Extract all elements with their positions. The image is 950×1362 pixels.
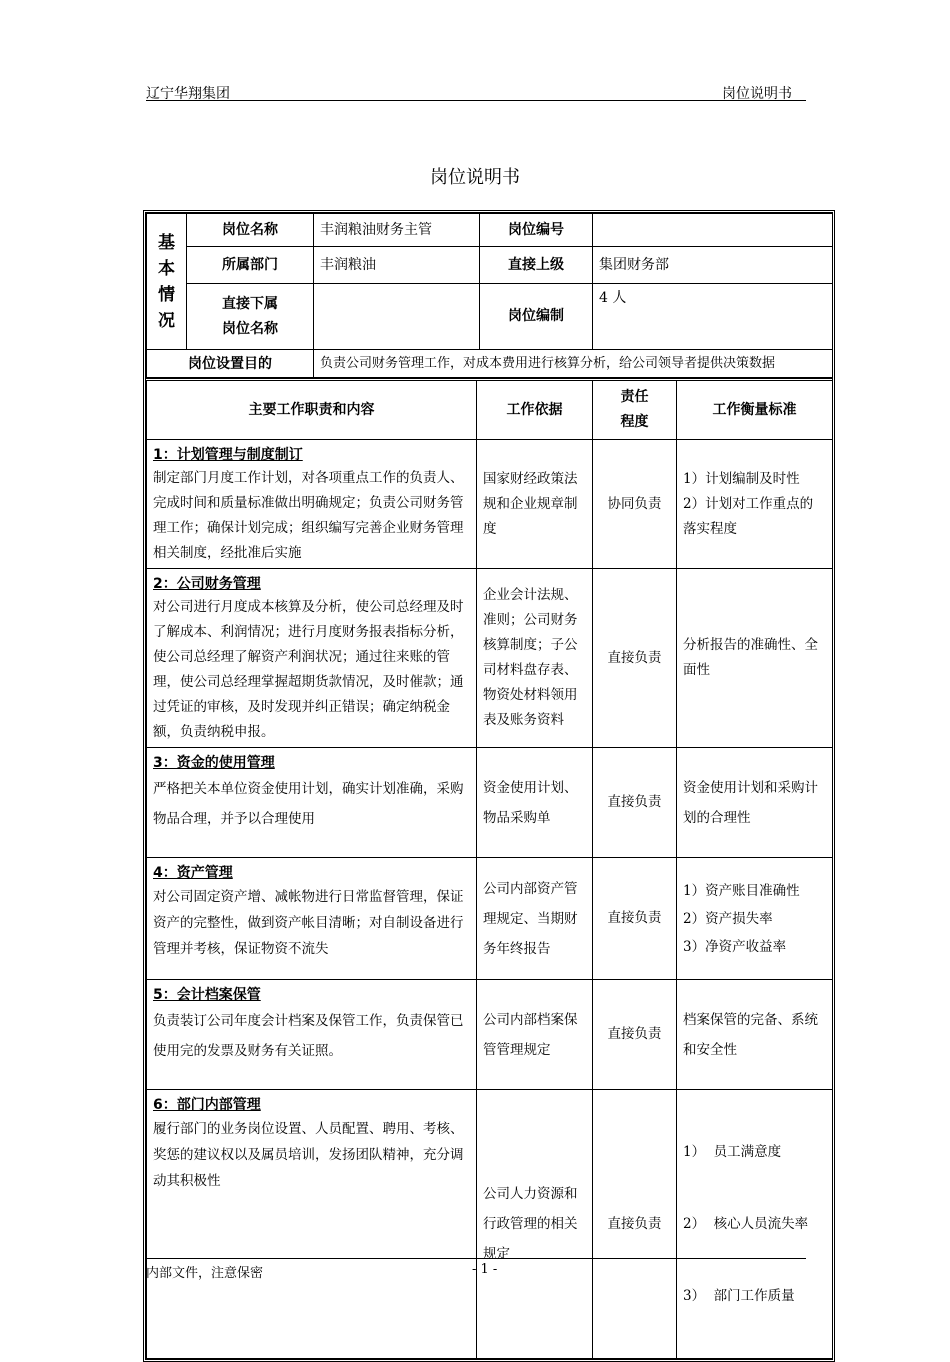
duty-row [147, 1090, 833, 1359]
superior-label: 直接上级 [480, 247, 593, 284]
footer-note: 内部文件，注意保密 [146, 1266, 264, 1281]
duty-measure-item: 2）资产损失率 [683, 910, 773, 927]
purpose-label: 岗位设置目的 [147, 350, 314, 378]
duty-row [147, 980, 833, 1090]
duty-title: 1：计划管理与制度制订 [153, 447, 303, 463]
duty-title: 4：资产管理 [153, 865, 233, 881]
duty-basis: 资金使用计划、物品采购单 [477, 748, 593, 858]
basic-info-side-label: 基 本 情 况 [147, 214, 187, 350]
header-doc-name: 岗位说明书 [722, 86, 792, 102]
duty-text: 负责装订公司年度会计档案及保管工作，负责保管已使用完的发票及财务有关证照。 [153, 1013, 464, 1059]
duty-content [147, 858, 477, 980]
duty-measures [677, 569, 833, 748]
duties-header-measure: 工作衡量标准 [677, 380, 833, 440]
duty-row [147, 748, 833, 858]
duty-measure-item: 资金使用计划和采购计划的合理性 [683, 779, 818, 826]
position-no-label: 岗位编号 [480, 214, 593, 247]
position-name-value: 丰润粮油财务主管 [314, 214, 480, 247]
duty-text: 严格把关本单位资金使用计划，确实计划准确，采购物品合理，并予以合理使用 [153, 781, 464, 827]
duty-measure-item: 3）净资产收益率 [683, 938, 787, 955]
duty-basis: 公司内部资产管理规定、当期财务年终报告 [477, 858, 593, 980]
header-rule [146, 100, 806, 101]
duty-row [147, 440, 833, 569]
duty-measure-item: 3） 部门工作质量 [683, 1288, 795, 1304]
subordinate-label: 直接下属 岗位名称 [187, 284, 314, 350]
document-title: 岗位说明书 [430, 167, 520, 188]
job-description-table [143, 210, 835, 1362]
duty-measure-item: 2） 核心人员流失率 [683, 1216, 809, 1232]
basic-info-table [146, 213, 833, 378]
footer-rule [146, 1258, 806, 1259]
duty-measure-item: 1）资产账目准确性 [683, 882, 800, 899]
department-value: 丰润粮油 [314, 247, 480, 284]
duty-basis: 公司人力资源和行政管理的相关规定 [477, 1090, 593, 1359]
duty-row [147, 858, 833, 980]
duty-resp: 直接负责 [593, 569, 677, 748]
duty-measures [677, 858, 833, 980]
header-company: 辽宁华翔集团 [146, 86, 230, 102]
duty-measure-item: 分析报告的准确性、全面性 [683, 637, 818, 678]
department-label: 所属部门 [187, 247, 314, 284]
duty-resp: 直接负责 [593, 1090, 677, 1359]
duty-resp: 协同负责 [593, 440, 677, 569]
superior-value: 集团财务部 [593, 247, 833, 284]
duty-content [147, 748, 477, 858]
duty-content [147, 1090, 477, 1359]
duties-header-basis: 工作依据 [477, 380, 593, 440]
duty-basis: 企业会计法规、准则；公司财务核算制度；子公司材料盘存表、物资处材料领用表及账务资料 [477, 569, 593, 748]
duty-measure-item: 2）计划对工作重点的落实程度 [683, 495, 814, 537]
duty-resp: 直接负责 [593, 980, 677, 1090]
duty-content [147, 980, 477, 1090]
duty-measure-item: 档案保管的完备、系统和安全性 [683, 1011, 818, 1058]
headcount-label: 岗位编制 [480, 284, 593, 350]
duty-title: 2：公司财务管理 [153, 576, 261, 592]
duty-row [147, 569, 833, 748]
duty-text: 对公司固定资产增、减帐物进行日常监督管理，保证资产的完整性，做到资产帐目清晰；对自制设备进行管理并考核，保证物资不流失 [153, 889, 464, 957]
duty-measures [677, 440, 833, 569]
duty-measure-item: 1） 员工满意度 [683, 1144, 782, 1160]
duty-title: 6：部门内部管理 [153, 1097, 261, 1113]
purpose-text: 负责公司财务管理工作，对成本费用进行核算分析，给公司领导者提供决策数据 [314, 350, 833, 378]
page-number: - 1 - [472, 1262, 498, 1277]
duties-header-content: 主要工作职责和内容 [147, 380, 477, 440]
duty-basis: 公司内部档案保管管理规定 [477, 980, 593, 1090]
duty-content [147, 569, 477, 748]
subordinate-value [314, 284, 480, 350]
duties-table [146, 378, 833, 1359]
duty-resp: 直接负责 [593, 858, 677, 980]
position-no-value [593, 214, 833, 247]
duty-text: 制定部门月度工作计划，对各项重点工作的负责人、完成时间和质量标准做出明确规定；负责公司财务管理工作；确保计划完成；组织编写完善企业财务管理相关制度，经批准后实施 [153, 470, 464, 561]
duty-measure-item: 1）计划编制及时性 [683, 470, 800, 487]
position-name-label: 岗位名称 [187, 214, 314, 247]
duty-measures [677, 1090, 833, 1359]
duty-title: 3：资金的使用管理 [153, 755, 275, 771]
duties-header-resp: 责任 程度 [593, 380, 677, 440]
duty-measures [677, 980, 833, 1090]
duty-text: 对公司进行月度成本核算及分析，使公司总经理及时了解成本、利润情况；进行月度财务报表指标分析，使公司总经理了解资产利润状况；通过往来账的管理，使公司总经理掌握超期货款情况，及时催款；通过凭证的审核，及时发现并纠正错误；确定纳税金额，负责纳税申报。 [153, 599, 464, 740]
duty-measures [677, 748, 833, 858]
headcount-value: 4 人 [593, 284, 833, 350]
duty-resp: 直接负责 [593, 748, 677, 858]
duty-title: 5：会计档案保管 [153, 987, 261, 1003]
duty-basis: 国家财经政策法规和企业规章制度 [477, 440, 593, 569]
duty-text: 履行部门的业务岗位设置、人员配置、聘用、考核、奖惩的建议权以及属员培训，发扬团队精神，充分调动其积极性 [153, 1121, 464, 1189]
duty-content [147, 440, 477, 569]
